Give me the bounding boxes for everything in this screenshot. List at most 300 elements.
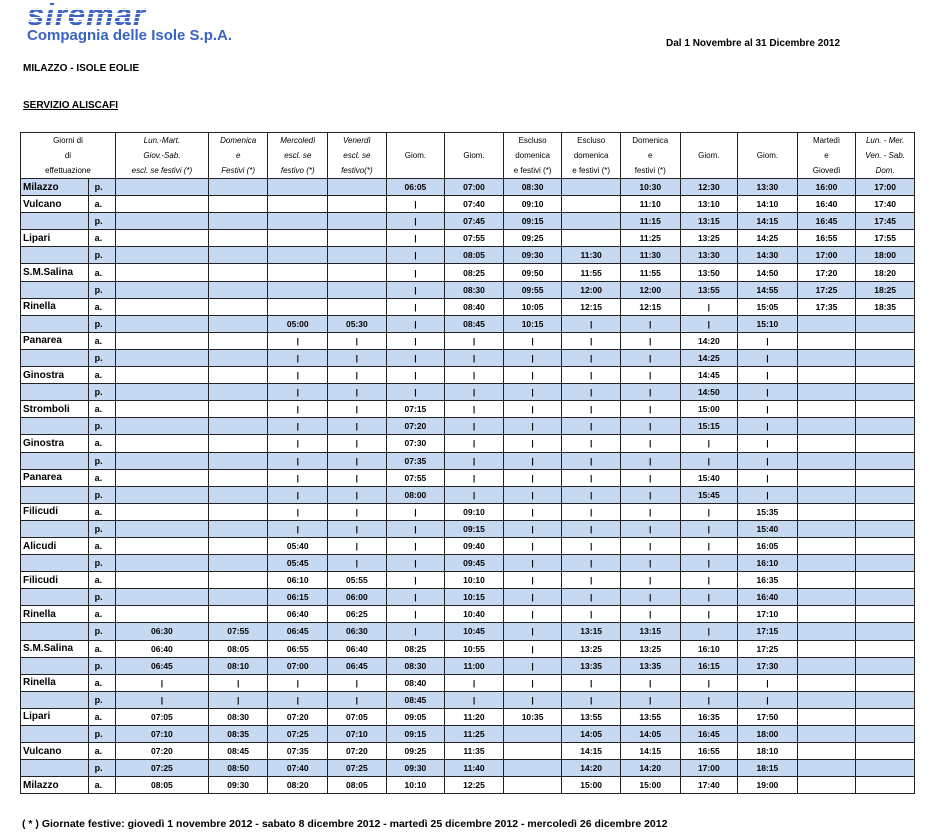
departure-time: | [208,674,268,691]
port-name [21,589,89,606]
departure-time [328,230,387,247]
header-line: festivo(*) [341,166,373,175]
header-days-of-operation [21,133,116,179]
departure-time: 11:30 [562,247,621,264]
departure-time: 14:10 [738,196,798,213]
port-name: Ginostra [21,367,89,384]
departure-time: 09:15 [386,726,445,743]
departure-time: 15:45 [680,486,738,503]
departure-time [115,452,208,469]
port-name: Panarea [21,332,89,349]
departure-time: | [738,469,798,486]
departure-time: 08:45 [386,691,445,708]
departure-time: | [386,555,445,572]
departure-time [797,503,856,520]
departure-time: 09:10 [445,503,504,520]
port-name: S.M.Salina [21,264,89,281]
departure-time: 13:35 [620,657,680,674]
departure-time: 14:05 [620,726,680,743]
departure-time: | [620,469,680,486]
departure-time: | [738,332,798,349]
departure-time: | [328,452,387,469]
departure-time: | [268,674,328,691]
departure-time: | [503,349,562,366]
departure-time [797,708,856,725]
departure-time: 06:05 [386,179,445,196]
departure-time [797,469,856,486]
departure-time: | [386,315,445,332]
header-line: Ven. - Sab. [865,151,906,160]
departure-time: | [328,674,387,691]
departure-time: 09:30 [386,760,445,777]
header-line: e [824,151,829,160]
timetable-row [21,452,915,469]
port-name [21,213,89,230]
header-line: festivi (*) [634,166,666,175]
departure-time: | [328,537,387,554]
departure-time: | [620,332,680,349]
departure-time: 08:30 [208,708,268,725]
timetable-row [21,384,915,401]
arrival-departure: a. [88,572,115,589]
departure-time: 08:45 [208,743,268,760]
departure-time [208,503,268,520]
departure-time: 16:05 [738,537,798,554]
departure-time [115,401,208,418]
departure-time [268,264,328,281]
departure-time: | [562,452,621,469]
header-line: Escluso [577,136,606,145]
departure-time: 17:30 [738,657,798,674]
departure-time: 07:55 [208,623,268,640]
departure-time: | [386,520,445,537]
arrival-departure: p. [88,418,115,435]
departure-time: 18:10 [738,743,798,760]
departure-time [208,520,268,537]
departure-time: 06:40 [115,640,208,657]
timetable-row [21,760,915,777]
departure-time: | [562,315,621,332]
departure-time [856,503,915,520]
departure-time [856,367,915,384]
departure-time: | [680,503,738,520]
departure-time [208,264,268,281]
departure-time [503,760,562,777]
departure-time: 08:05 [328,777,387,794]
departure-time [115,230,208,247]
departure-time: 17:40 [856,196,915,213]
header-column [328,133,387,179]
departure-time: 07:25 [115,760,208,777]
departure-time: 11:10 [620,196,680,213]
timetable-row [21,503,915,520]
departure-time: 06:40 [328,640,387,657]
departure-time [856,743,915,760]
departure-time: 08:45 [445,315,504,332]
departure-time: 08:10 [208,657,268,674]
footnote: ( * ) Giornate festive: giovedì 1 novembre 2012 - sabato 8 dicembre 2012 - martedì 25 dicembre 2012 - mercoledì 26 dicembre 2012 [22,818,668,830]
departure-time: 16:15 [680,657,738,674]
departure-time: | [328,367,387,384]
header-column [208,133,268,179]
departure-time: 17:00 [680,760,738,777]
departure-time: | [386,196,445,213]
timetable-row [21,230,915,247]
timetable [20,132,915,794]
departure-time: | [680,623,738,640]
departure-time: 06:30 [115,623,208,640]
departure-time: | [503,401,562,418]
header-column [445,133,504,179]
departure-time: | [738,452,798,469]
arrival-departure: a. [88,401,115,418]
departure-time: 08:05 [208,640,268,657]
departure-time [856,691,915,708]
departure-time: | [445,469,504,486]
departure-time: 08:05 [445,247,504,264]
departure-time [115,435,208,452]
departure-time: | [208,691,268,708]
departure-time: | [445,349,504,366]
departure-time: | [680,452,738,469]
departure-time: 09:25 [386,743,445,760]
departure-time: | [386,230,445,247]
departure-time: 17:25 [797,281,856,298]
departure-time: | [562,418,621,435]
header-column [797,133,856,179]
departure-time: | [445,486,504,503]
port-name [21,691,89,708]
departure-time [328,179,387,196]
departure-time: 09:15 [445,520,504,537]
departure-time: 07:40 [445,196,504,213]
departure-time [208,298,268,315]
departure-time [208,486,268,503]
arrival-departure: a. [88,332,115,349]
departure-time: | [738,674,798,691]
departure-time: | [738,691,798,708]
departure-time: | [115,674,208,691]
departure-time: 07:00 [268,657,328,674]
departure-time [208,384,268,401]
departure-time [115,332,208,349]
departure-time [797,452,856,469]
departure-time: | [503,537,562,554]
departure-time: 11:20 [445,708,504,725]
departure-time: 11:35 [445,743,504,760]
timetable-row [21,349,915,366]
departure-time [328,281,387,298]
departure-time: 07:25 [328,760,387,777]
departure-time [797,760,856,777]
departure-time: | [328,555,387,572]
arrival-departure: a. [88,606,115,623]
departure-time [856,760,915,777]
departure-time: 09:45 [445,555,504,572]
departure-time: 15:10 [738,315,798,332]
timetable-row [21,367,915,384]
departure-time: 15:40 [680,469,738,486]
timetable-row [21,213,915,230]
departure-time: | [503,486,562,503]
departure-time: 12:30 [680,179,738,196]
header-column [386,133,445,179]
arrival-departure: a. [88,435,115,452]
header-line: Giovedì [812,166,841,175]
timetable-row [21,401,915,418]
departure-time [797,674,856,691]
header-line: Giom. [404,151,427,160]
departure-time [503,777,562,794]
departure-time: | [268,486,328,503]
departure-time: 17:25 [738,640,798,657]
departure-time [208,572,268,589]
departure-time: | [445,452,504,469]
departure-time: 18:00 [738,726,798,743]
departure-time [208,213,268,230]
departure-time [115,179,208,196]
departure-time: | [680,520,738,537]
header-line: Giom. [698,151,720,160]
departure-time: | [738,418,798,435]
route-title: MILAZZO - ISOLE EOLIE [23,63,140,74]
departure-time: 07:10 [328,726,387,743]
departure-time: | [268,469,328,486]
departure-time [115,264,208,281]
arrival-departure: p. [88,589,115,606]
departure-time [268,230,328,247]
departure-time: | [445,401,504,418]
departure-time: 09:05 [386,708,445,725]
departure-time [208,349,268,366]
port-name [21,418,89,435]
departure-time: 14:20 [562,760,621,777]
departure-time: 06:45 [268,623,328,640]
departure-time: | [680,589,738,606]
departure-time: 17:35 [797,298,856,315]
departure-time: 12:15 [562,298,621,315]
departure-time: | [620,315,680,332]
timetable-row [21,708,915,725]
departure-time: 12:15 [620,298,680,315]
departure-time: | [680,435,738,452]
departure-time: 07:00 [445,179,504,196]
departure-time: 11:55 [562,264,621,281]
departure-time: 06:30 [328,623,387,640]
departure-time [797,332,856,349]
departure-time [115,469,208,486]
arrival-departure: a. [88,469,115,486]
header-column [115,133,208,179]
departure-time: 06:10 [268,572,328,589]
departure-time: 08:40 [445,298,504,315]
departure-time: 05:30 [328,315,387,332]
departure-time: | [620,435,680,452]
port-name: S.M.Salina [21,640,89,657]
logo-wordmark: siremar [27,2,257,28]
port-name [21,452,89,469]
header-line: di [64,151,72,160]
departure-time: 16:45 [797,213,856,230]
departure-time: 07:05 [328,708,387,725]
timetable-row [21,179,915,196]
departure-time: | [386,623,445,640]
departure-time: | [268,332,328,349]
departure-time: 12:25 [445,777,504,794]
departure-time: 09:40 [445,537,504,554]
departure-time: 18:35 [856,298,915,315]
departure-time [268,298,328,315]
departure-time: 13:30 [680,247,738,264]
departure-time: 11:55 [620,264,680,281]
departure-time: | [562,332,621,349]
departure-time: 16:55 [797,230,856,247]
port-name: Vulcano [21,196,89,213]
departure-time: 10:35 [503,708,562,725]
departure-time: 15:00 [680,401,738,418]
departure-time: 16:10 [738,555,798,572]
departure-time: | [562,367,621,384]
arrival-departure: p. [88,349,115,366]
port-name [21,726,89,743]
departure-time: 13:55 [562,708,621,725]
departure-time [797,418,856,435]
departure-time [797,486,856,503]
departure-time [562,213,621,230]
departure-time: | [562,606,621,623]
departure-time: | [620,674,680,691]
departure-time [328,196,387,213]
departure-time: | [503,674,562,691]
departure-time: 07:15 [386,401,445,418]
departure-time: 07:20 [328,743,387,760]
departure-time: 10:10 [386,777,445,794]
departure-time: 10:40 [445,606,504,623]
departure-time: 17:50 [738,708,798,725]
departure-time: 19:00 [738,777,798,794]
departure-time: | [503,606,562,623]
departure-time: | [503,503,562,520]
departure-time: 09:10 [503,196,562,213]
departure-time: | [268,503,328,520]
departure-time [856,332,915,349]
arrival-departure: p. [88,726,115,743]
port-name: Rinella [21,606,89,623]
departure-time: | [386,572,445,589]
departure-time: 06:45 [115,657,208,674]
departure-time [797,691,856,708]
departure-time: 14:45 [680,367,738,384]
departure-time [208,589,268,606]
departure-time: 11:25 [445,726,504,743]
departure-time [115,503,208,520]
departure-time: | [386,281,445,298]
timetable-row [21,520,915,537]
departure-time: | [738,349,798,366]
departure-time [797,657,856,674]
header-line: domenica [573,151,609,160]
departure-time [208,367,268,384]
departure-time [268,179,328,196]
departure-time: 13:55 [620,708,680,725]
departure-time: 10:10 [445,572,504,589]
departure-time [115,349,208,366]
departure-time: | [328,401,387,418]
departure-time: 13:55 [680,281,738,298]
port-name [21,486,89,503]
timetable-row [21,418,915,435]
departure-time: | [620,537,680,554]
departure-time: | [562,435,621,452]
departure-time: | [268,452,328,469]
departure-time: | [386,606,445,623]
departure-time: 10:05 [503,298,562,315]
header-line: Giom. [756,151,779,160]
arrival-departure: p. [88,623,115,640]
timetable-row [21,264,915,281]
departure-time: | [386,503,445,520]
departure-time: | [680,691,738,708]
departure-time: 08:30 [503,179,562,196]
timetable-row [21,555,915,572]
departure-time [856,640,915,657]
departure-time [208,537,268,554]
departure-time [208,401,268,418]
departure-time: 17:45 [856,213,915,230]
departure-time: 09:30 [503,247,562,264]
arrival-departure: a. [88,367,115,384]
port-name [21,623,89,640]
departure-time: 17:40 [680,777,738,794]
port-name: Filicudi [21,503,89,520]
departure-time [208,196,268,213]
departure-time: | [386,349,445,366]
arrival-departure: p. [88,384,115,401]
header-line: effettuazione [45,166,91,175]
arrival-departure: p. [88,247,115,264]
departure-time: | [620,349,680,366]
departure-time: 13:10 [680,196,738,213]
departure-time: 16:35 [680,708,738,725]
departure-time [562,196,621,213]
departure-time [856,384,915,401]
departure-time [208,452,268,469]
departure-time: | [445,674,504,691]
departure-time: 07:25 [268,726,328,743]
departure-time [115,315,208,332]
port-name: Milazzo [21,777,89,794]
departure-time [115,247,208,264]
departure-time: | [620,401,680,418]
departure-time: 07:55 [445,230,504,247]
departure-time: 11:30 [620,247,680,264]
arrival-departure: a. [88,503,115,520]
departure-time: | [328,349,387,366]
departure-time: | [386,332,445,349]
header-line: escl. se [284,151,312,160]
timetable-row [21,486,915,503]
departure-time [856,777,915,794]
departure-time: 08:30 [445,281,504,298]
arrival-departure: p. [88,281,115,298]
departure-time [856,401,915,418]
departure-time: | [328,486,387,503]
departure-time [115,213,208,230]
departure-time [856,708,915,725]
departure-time: | [445,367,504,384]
departure-time: | [562,589,621,606]
departure-time [856,537,915,554]
